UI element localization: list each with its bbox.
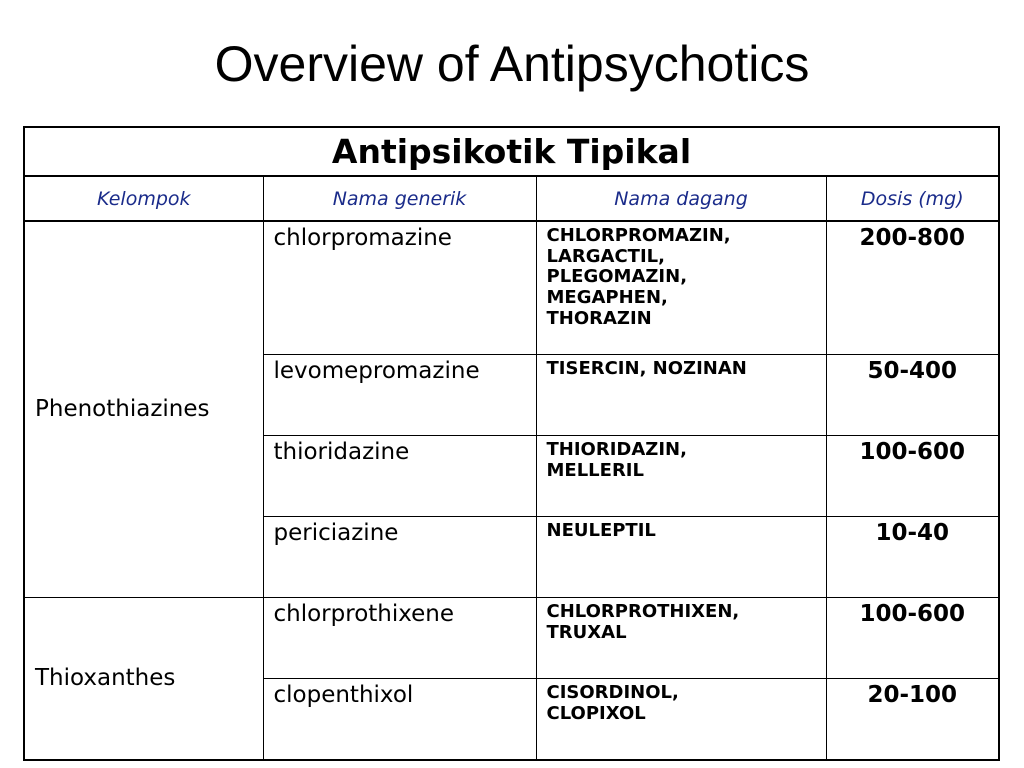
- brand-name: TISERCIN, NOZINAN: [546, 358, 747, 379]
- brand-name: THORAZIN: [546, 307, 652, 329]
- brand-names-cell: [536, 679, 826, 761]
- brand-name: NEULEPTIL: [546, 520, 656, 541]
- brand-names-cell: [536, 436, 826, 517]
- table-row: [24, 598, 999, 679]
- brand-name: THIORIDAZIN,: [546, 439, 687, 460]
- brand-name: LARGACTIL,: [546, 245, 665, 267]
- dose-cell: 100-600: [826, 598, 999, 679]
- brand-name: TRUXAL: [546, 621, 627, 643]
- dose-cell: 50-400: [826, 355, 999, 436]
- table-header-row: [24, 176, 999, 221]
- brand-names-cell: [536, 355, 826, 436]
- table-row: [24, 221, 999, 355]
- brand-names-cell: [536, 221, 826, 355]
- group-cell-phenothiazines: Phenothiazines: [24, 221, 263, 598]
- brand-name: CHLORPROTHIXEN,: [546, 601, 740, 622]
- dose-cell: 10-40: [826, 517, 999, 598]
- dose-cell: 20-100: [826, 679, 999, 761]
- header-nama-generik: Nama generik: [263, 176, 536, 221]
- group-cell-thioxanthes: Thioxanthes: [24, 598, 263, 761]
- brand-name: CHLORPROMAZIN,: [546, 225, 731, 246]
- generic-name-cell: levomepromazine: [263, 355, 536, 436]
- header-kelompok: Kelompok: [24, 176, 263, 221]
- dose-cell: 200-800: [826, 221, 999, 355]
- brand-names-cell: [536, 517, 826, 598]
- brand-name: MELLERIL: [546, 459, 644, 481]
- slide-title: Overview of Antipsychotics: [214, 36, 810, 92]
- header-dosis: Dosis (mg): [826, 176, 999, 221]
- generic-name-cell: thioridazine: [263, 436, 536, 517]
- generic-name-cell: chlorprothixene: [263, 598, 536, 679]
- generic-name-cell: clopenthixol: [263, 679, 536, 761]
- brand-names-cell: [536, 598, 826, 679]
- brand-name: CLOPIXOL: [546, 702, 646, 724]
- brand-name: PLEGOMAZIN,: [546, 266, 688, 288]
- header-nama-dagang: Nama dagang: [536, 176, 826, 221]
- brand-name: CISORDINOL,: [546, 682, 679, 703]
- generic-name-cell: chlorpromazine: [263, 221, 536, 355]
- brand-name: MEGAPHEN,: [546, 287, 668, 309]
- antipsychotics-table: [23, 126, 1000, 761]
- generic-name-cell: periciazine: [263, 517, 536, 598]
- dose-cell: 100-600: [826, 436, 999, 517]
- table-title: Antipsikotik Tipikal: [24, 127, 999, 176]
